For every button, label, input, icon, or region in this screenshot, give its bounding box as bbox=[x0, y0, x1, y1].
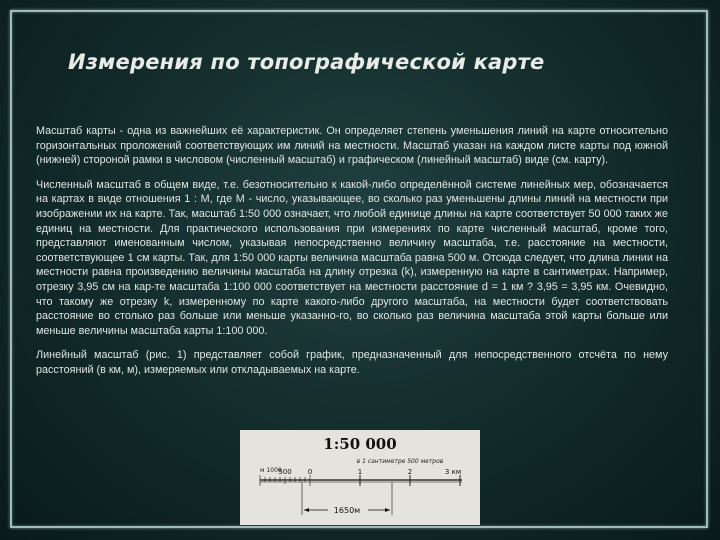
paragraph-linear-scale: Линейный масштаб (рис. 1) представляет собой график, предназначенный для непосредственного отсчёта по нему расстояний (в км, м), измеряемых или откладываемых на карте. bbox=[36, 349, 668, 376]
paragraph-numeric-scale: Численный масштаб в общем виде, т.е. безотносительно к какой-либо определённой системе линейных мер, обозначается на картах в виде отношения 1 : М, где М - число, указывающее, во сколько раз уменьшены длины линий на местности при изображении их на карте. Так, масштаб 1:50 000 означает, что любой единице длины на карте соответствует 50 000 таких же единиц на местности. Для практического использования при измерениях по карте численный масштаб, кроме того, представляют именованным числом, указывая непосредственно величину масштаба, т.е. расстояние на местности, соответствующее 1 см карты. Так, для 1:50 000 карты величина масштаба равна 500 м. Отсюда следует, что длина линии на местности равна произведению величины масштаба на длину отрезка (k), измеренную на карте в сантиметрах. Например, отрезку 3,95 см на кар-те масштаба 1:100 000 соответствует на местности расстояние d = 1 км ? 3,95 = 3,95 км. Очевидно, что такому же отрезку k, измеренному по карте какого-либо другого масштаба, на местности будет соответствовать расстояние во столько раз больше или меньше указанно-го, во сколько раз величина масштаба этой карты больше или меньше величины масштаба карты 1:100 000. bbox=[36, 178, 668, 337]
left-unit-label: м 1000 bbox=[260, 467, 282, 474]
slide-title: Измерения по топографической карте bbox=[68, 50, 545, 74]
tick-label-0: 0 bbox=[307, 468, 313, 476]
tick-label-3km: 3 км bbox=[444, 468, 462, 476]
scale-caption: в 1 сантиметре 500 метров bbox=[356, 458, 444, 465]
tick-label-500: 500 bbox=[278, 468, 292, 476]
slide-body bbox=[36, 124, 668, 388]
tick-label-1: 1 bbox=[357, 468, 363, 476]
numeric-scale-label: 1:50 000 bbox=[323, 435, 397, 453]
linear-scale-drawing bbox=[240, 430, 480, 525]
tick-label-2: 2 bbox=[407, 468, 413, 476]
distance-label: 1650м bbox=[333, 506, 361, 515]
linear-scale-figure bbox=[240, 430, 480, 525]
paragraph-map-scale: Масштаб карты - одна из важнейших её характеристик. Он определяет степень уменьшения линий на карте относительно горизонтальных проложений соответствующих им линий на местности. Масштаб указан на каждом листе карты под южной (нижней) стороной рамки в числовом (численный масштаб) и графическом (линейный масштаб) виде (см. карту). bbox=[36, 125, 668, 167]
